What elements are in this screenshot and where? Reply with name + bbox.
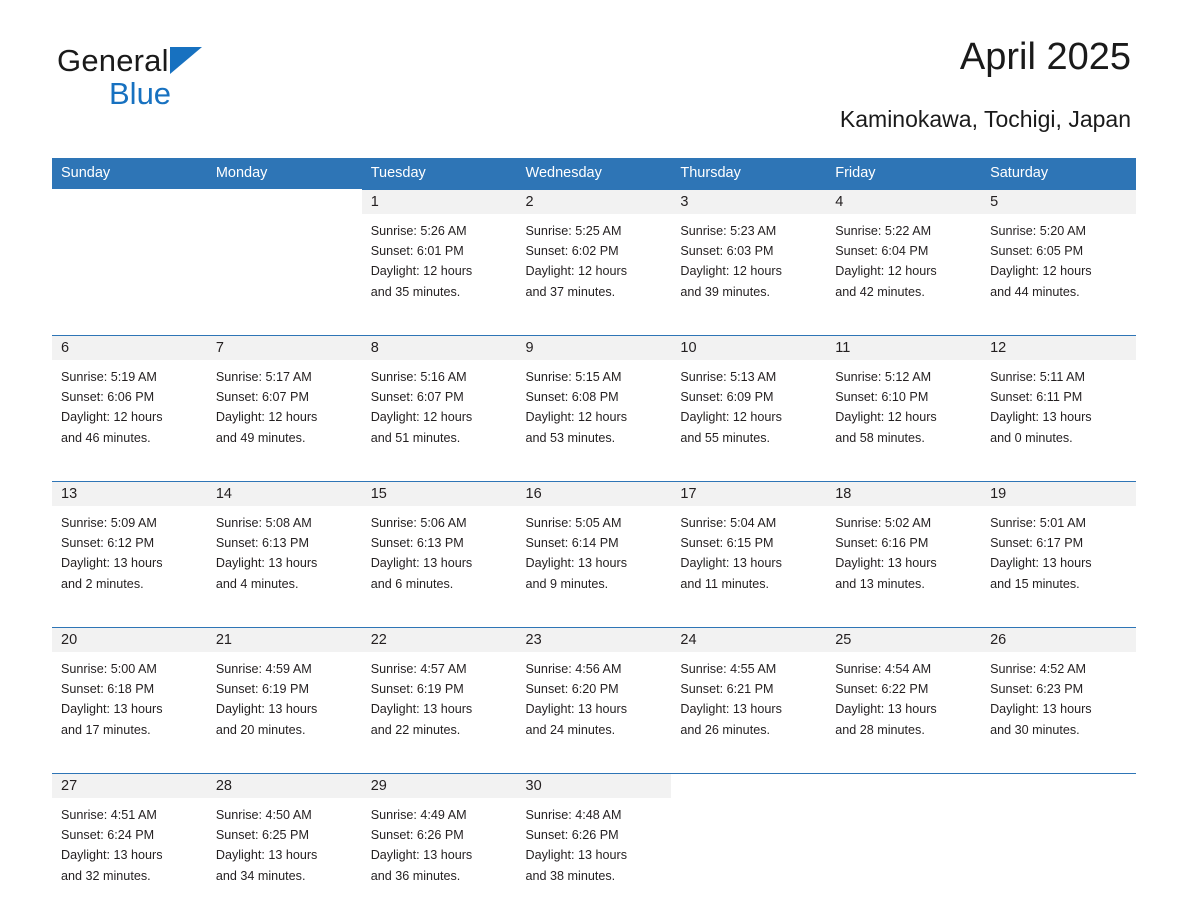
daylight-duration-cont: and 35 minutes.	[370, 284, 461, 299]
sunrise-sunset-calendar	[52, 158, 1136, 907]
day-sun-info	[517, 798, 672, 886]
day-cell-inner	[207, 627, 362, 761]
day-sun-info	[362, 652, 517, 740]
day-sun-info	[207, 360, 362, 448]
week-spacer-cell	[52, 761, 1136, 773]
sunrise-time: Sunrise: 4:56 AM	[525, 662, 622, 676]
sunrise-time: Sunrise: 5:15 AM	[525, 370, 622, 384]
weekday-header-row	[52, 158, 1136, 189]
day-number: 28	[207, 774, 362, 798]
sunrise-time: Sunrise: 4:55 AM	[680, 662, 777, 676]
day-number: 26	[981, 628, 1136, 652]
calendar-day-cell[interactable]	[517, 627, 672, 761]
day-cell-inner	[671, 773, 826, 907]
day-number: 25	[826, 628, 981, 652]
daylight-duration: Daylight: 13 hours	[215, 702, 318, 717]
daylight-duration: Daylight: 12 hours	[680, 410, 782, 425]
calendar-day-cell[interactable]	[362, 773, 517, 907]
day-cell-inner	[52, 627, 207, 761]
page-header	[52, 0, 1136, 132]
day-number: 19	[981, 482, 1136, 506]
sunset-time: Sunset: 6:19 PM	[370, 682, 464, 697]
day-number: 23	[517, 628, 672, 652]
calendar-day-cell[interactable]	[52, 773, 207, 907]
day-sun-info	[52, 652, 207, 740]
daylight-duration: Daylight: 13 hours	[680, 702, 782, 717]
day-cell-inner	[207, 773, 362, 907]
sunset-time: Sunset: 6:04 PM	[835, 244, 929, 259]
daylight-duration: Daylight: 13 hours	[61, 848, 163, 863]
sunset-time: Sunset: 6:11 PM	[990, 390, 1083, 405]
calendar-day-cell[interactable]	[671, 189, 826, 323]
day-sun-info	[362, 506, 517, 594]
calendar-week-row	[52, 335, 1136, 469]
calendar-empty-cell	[52, 189, 207, 323]
calendar-day-cell[interactable]	[362, 627, 517, 761]
day-cell-inner	[517, 335, 672, 469]
sunset-time: Sunset: 6:23 PM	[990, 682, 1084, 697]
sunset-time: Sunset: 6:15 PM	[680, 536, 774, 551]
calendar-body	[52, 189, 1136, 907]
day-number: 22	[362, 628, 517, 652]
logo-text-blue: Blue	[109, 76, 172, 111]
day-number: 6	[52, 336, 207, 360]
day-sun-info	[981, 506, 1136, 594]
day-sun-info	[362, 798, 517, 886]
week-spacer	[52, 469, 1136, 481]
sunrise-time: Sunrise: 4:54 AM	[835, 662, 932, 676]
day-number: 21	[207, 628, 362, 652]
day-number: 3	[671, 190, 826, 214]
day-number: 27	[52, 774, 207, 798]
day-cell-inner	[517, 773, 672, 907]
sunset-time: Sunset: 6:12 PM	[61, 536, 155, 551]
day-cell-inner	[671, 335, 826, 469]
day-cell-inner	[362, 335, 517, 469]
sunrise-time: Sunrise: 5:12 AM	[835, 370, 932, 384]
day-sun-info	[517, 214, 672, 302]
day-number: 9	[517, 336, 672, 360]
daylight-duration-cont: and 38 minutes.	[525, 868, 616, 883]
sunrise-time: Sunrise: 5:26 AM	[370, 224, 467, 238]
calendar-day-cell[interactable]	[981, 189, 1136, 323]
daylight-duration: Daylight: 13 hours	[215, 848, 318, 863]
sunrise-time: Sunrise: 5:00 AM	[61, 662, 157, 676]
daylight-duration-cont: and 55 minutes.	[680, 430, 770, 445]
day-number	[671, 774, 826, 798]
day-cell-inner	[671, 481, 826, 615]
daylight-duration-cont: and 15 minutes.	[990, 576, 1080, 591]
day-cell-inner	[671, 627, 826, 761]
day-number: 4	[826, 190, 981, 214]
sunrise-time: Sunrise: 5:25 AM	[525, 224, 622, 238]
daylight-duration-cont: and 28 minutes.	[835, 722, 925, 737]
day-sun-info	[362, 214, 517, 302]
day-sun-info	[826, 652, 981, 740]
logo-triangle-icon	[170, 47, 202, 74]
calendar-day-cell[interactable]	[517, 481, 672, 615]
sunrise-time: Sunrise: 4:49 AM	[370, 808, 467, 822]
calendar-empty-cell	[671, 773, 826, 907]
sunrise-time: Sunrise: 4:57 AM	[370, 662, 467, 676]
day-cell-inner	[826, 773, 981, 907]
sunrise-time: Sunrise: 5:19 AM	[61, 370, 157, 384]
day-number: 14	[207, 482, 362, 506]
weekday-header-monday: Monday	[207, 158, 362, 189]
calendar-day-cell[interactable]	[362, 335, 517, 469]
day-number: 5	[981, 190, 1136, 214]
day-cell-inner	[52, 189, 207, 323]
sunrise-time: Sunrise: 5:08 AM	[215, 516, 312, 530]
daylight-duration: Daylight: 13 hours	[990, 702, 1092, 717]
logo-top-row	[57, 45, 317, 76]
calendar-day-cell[interactable]	[362, 481, 517, 615]
calendar-day-cell[interactable]	[826, 481, 981, 615]
day-cell-inner	[517, 481, 672, 615]
calendar-day-cell[interactable]	[207, 481, 362, 615]
daylight-duration-cont: and 42 minutes.	[835, 284, 925, 299]
calendar-day-cell[interactable]	[52, 335, 207, 469]
sunset-time: Sunset: 6:13 PM	[370, 536, 464, 551]
page-title: April 2025	[959, 36, 1131, 78]
calendar-day-cell[interactable]	[517, 189, 672, 323]
sunrise-time: Sunrise: 5:02 AM	[835, 516, 932, 530]
day-number: 20	[52, 628, 207, 652]
daylight-duration: Daylight: 12 hours	[215, 410, 318, 425]
sunrise-time: Sunrise: 5:09 AM	[61, 516, 157, 530]
sunrise-time: Sunrise: 5:11 AM	[990, 370, 1086, 384]
day-cell-inner	[826, 189, 981, 323]
weekday-header-sunday: Sunday	[52, 158, 207, 189]
daylight-duration-cont: and 11 minutes.	[680, 576, 770, 591]
calendar-day-cell[interactable]	[826, 627, 981, 761]
calendar-empty-cell	[826, 773, 981, 907]
daylight-duration: Daylight: 13 hours	[835, 556, 937, 571]
calendar-week-row	[52, 189, 1136, 323]
day-cell-inner	[981, 773, 1136, 907]
week-spacer-cell	[52, 323, 1136, 335]
daylight-duration: Daylight: 13 hours	[990, 410, 1092, 425]
day-number: 16	[517, 482, 672, 506]
daylight-duration: Daylight: 13 hours	[370, 556, 473, 571]
daylight-duration-cont: and 44 minutes.	[990, 284, 1080, 299]
sunset-time: Sunset: 6:20 PM	[525, 682, 619, 697]
daylight-duration-cont: and 36 minutes.	[370, 868, 461, 883]
week-spacer	[52, 323, 1136, 335]
day-cell-inner	[207, 189, 362, 323]
calendar-day-cell[interactable]	[981, 481, 1136, 615]
day-cell-inner	[207, 335, 362, 469]
day-sun-info	[362, 360, 517, 448]
daylight-duration-cont: and 22 minutes.	[370, 722, 461, 737]
daylight-duration-cont: and 34 minutes.	[215, 868, 306, 883]
week-spacer	[52, 761, 1136, 773]
daylight-duration: Daylight: 13 hours	[525, 848, 628, 863]
sunrise-time: Sunrise: 4:50 AM	[215, 808, 312, 822]
day-cell-inner	[981, 189, 1136, 323]
day-number: 7	[207, 336, 362, 360]
daylight-duration-cont: and 49 minutes.	[215, 430, 306, 445]
calendar-week-row	[52, 627, 1136, 761]
day-cell-inner	[52, 481, 207, 615]
day-sun-info	[52, 798, 207, 886]
day-sun-info	[826, 214, 981, 302]
day-sun-info	[671, 506, 826, 594]
sunrise-time: Sunrise: 5:22 AM	[835, 224, 932, 238]
sunrise-time: Sunrise: 4:52 AM	[990, 662, 1086, 676]
daylight-duration: Daylight: 12 hours	[835, 264, 937, 279]
calendar-empty-cell	[981, 773, 1136, 907]
daylight-duration-cont: and 37 minutes.	[525, 284, 616, 299]
sunset-time: Sunset: 6:09 PM	[680, 390, 774, 405]
daylight-duration: Daylight: 13 hours	[525, 556, 628, 571]
day-sun-info	[981, 214, 1136, 302]
day-cell-inner	[671, 189, 826, 323]
day-number: 10	[671, 336, 826, 360]
daylight-duration: Daylight: 13 hours	[61, 702, 163, 717]
sunset-time: Sunset: 6:02 PM	[525, 244, 619, 259]
calendar-day-cell[interactable]	[671, 481, 826, 615]
day-sun-info	[517, 506, 672, 594]
day-number: 15	[362, 482, 517, 506]
sunset-time: Sunset: 6:05 PM	[990, 244, 1084, 259]
sunset-time: Sunset: 6:16 PM	[835, 536, 929, 551]
sunrise-time: Sunrise: 5:06 AM	[370, 516, 467, 530]
sunset-time: Sunset: 6:08 PM	[525, 390, 619, 405]
day-number: 18	[826, 482, 981, 506]
sunset-time: Sunset: 6:13 PM	[215, 536, 309, 551]
sunset-time: Sunset: 6:14 PM	[525, 536, 619, 551]
day-sun-info	[207, 506, 362, 594]
day-cell-inner	[826, 627, 981, 761]
week-spacer-cell	[52, 469, 1136, 481]
day-cell-inner	[52, 773, 207, 907]
page-subtitle-location: Kaminokawa, Tochigi, Japan	[839, 106, 1131, 132]
day-sun-info	[52, 360, 207, 448]
sunrise-time: Sunrise: 4:48 AM	[525, 808, 622, 822]
day-cell-inner	[517, 189, 672, 323]
weekday-header-tuesday: Tuesday	[362, 158, 517, 189]
day-cell-inner	[981, 627, 1136, 761]
day-number	[207, 189, 362, 213]
daylight-duration: Daylight: 13 hours	[680, 556, 782, 571]
daylight-duration-cont: and 17 minutes.	[61, 722, 151, 737]
weekday-header-saturday: Saturday	[981, 158, 1136, 189]
daylight-duration-cont: and 26 minutes.	[680, 722, 770, 737]
daylight-duration-cont: and 46 minutes.	[61, 430, 151, 445]
calendar-week-row	[52, 481, 1136, 615]
day-number: 11	[826, 336, 981, 360]
calendar-day-cell[interactable]	[207, 335, 362, 469]
sunrise-time: Sunrise: 5:16 AM	[370, 370, 467, 384]
day-number: 24	[671, 628, 826, 652]
daylight-duration-cont: and 0 minutes.	[990, 430, 1073, 445]
sunset-time: Sunset: 6:17 PM	[990, 536, 1084, 551]
sunset-time: Sunset: 6:26 PM	[370, 828, 464, 843]
day-sun-info	[517, 360, 672, 448]
daylight-duration-cont: and 58 minutes.	[835, 430, 925, 445]
calendar-day-cell[interactable]	[207, 773, 362, 907]
calendar-day-cell[interactable]	[671, 335, 826, 469]
sunrise-time: Sunrise: 5:01 AM	[990, 516, 1086, 530]
day-cell-inner	[207, 481, 362, 615]
day-sun-info	[981, 652, 1136, 740]
daylight-duration-cont: and 24 minutes.	[525, 722, 616, 737]
calendar-week-row	[52, 773, 1136, 907]
sunrise-time: Sunrise: 5:04 AM	[680, 516, 777, 530]
daylight-duration-cont: and 9 minutes.	[525, 576, 609, 591]
sunset-time: Sunset: 6:07 PM	[215, 390, 309, 405]
sunset-time: Sunset: 6:24 PM	[61, 828, 155, 843]
daylight-duration: Daylight: 13 hours	[835, 702, 937, 717]
day-cell-inner	[362, 627, 517, 761]
day-cell-inner	[517, 627, 672, 761]
day-number: 30	[517, 774, 672, 798]
daylight-duration-cont: and 32 minutes.	[61, 868, 151, 883]
calendar-day-cell[interactable]	[981, 627, 1136, 761]
week-spacer-cell	[52, 615, 1136, 627]
daylight-duration: Daylight: 13 hours	[370, 702, 473, 717]
daylight-duration: Daylight: 12 hours	[370, 410, 473, 425]
day-sun-info	[981, 360, 1136, 448]
daylight-duration: Daylight: 13 hours	[525, 702, 628, 717]
day-sun-info	[52, 506, 207, 594]
daylight-duration-cont: and 13 minutes.	[835, 576, 925, 591]
daylight-duration-cont: and 53 minutes.	[525, 430, 616, 445]
day-sun-info	[826, 360, 981, 448]
day-cell-inner	[826, 481, 981, 615]
sunset-time: Sunset: 6:03 PM	[680, 244, 774, 259]
calendar-day-cell[interactable]	[671, 627, 826, 761]
day-sun-info	[207, 798, 362, 886]
day-cell-inner	[362, 481, 517, 615]
week-spacer	[52, 615, 1136, 627]
sunset-time: Sunset: 6:21 PM	[680, 682, 774, 697]
calendar-day-cell[interactable]	[362, 189, 517, 323]
daylight-duration: Daylight: 12 hours	[835, 410, 937, 425]
day-cell-inner	[826, 335, 981, 469]
sunrise-time: Sunrise: 4:59 AM	[215, 662, 312, 676]
day-number	[52, 189, 207, 213]
day-number: 29	[362, 774, 517, 798]
calendar-day-cell[interactable]	[826, 189, 981, 323]
daylight-duration: Daylight: 13 hours	[990, 556, 1092, 571]
day-sun-info	[671, 214, 826, 302]
sunrise-time: Sunrise: 5:20 AM	[990, 224, 1086, 238]
sunset-time: Sunset: 6:22 PM	[835, 682, 929, 697]
day-sun-info	[671, 652, 826, 740]
daylight-duration: Daylight: 13 hours	[61, 556, 163, 571]
weekday-header-friday: Friday	[826, 158, 981, 189]
daylight-duration: Daylight: 12 hours	[680, 264, 782, 279]
daylight-duration-cont: and 30 minutes.	[990, 722, 1080, 737]
daylight-duration-cont: and 6 minutes.	[370, 576, 454, 591]
sunset-time: Sunset: 6:18 PM	[61, 682, 155, 697]
sunset-time: Sunset: 6:26 PM	[525, 828, 619, 843]
day-number	[981, 774, 1136, 798]
sunset-time: Sunset: 6:25 PM	[215, 828, 309, 843]
calendar-empty-cell	[207, 189, 362, 323]
daylight-duration: Daylight: 12 hours	[525, 410, 628, 425]
calendar-day-cell[interactable]	[517, 335, 672, 469]
sunset-time: Sunset: 6:01 PM	[370, 244, 464, 259]
daylight-duration: Daylight: 13 hours	[370, 848, 473, 863]
sunset-time: Sunset: 6:06 PM	[61, 390, 155, 405]
day-cell-inner	[362, 189, 517, 323]
day-number: 12	[981, 336, 1136, 360]
sunrise-time: Sunrise: 5:17 AM	[215, 370, 312, 384]
daylight-duration: Daylight: 12 hours	[525, 264, 628, 279]
daylight-duration-cont: and 2 minutes.	[61, 576, 144, 591]
daylight-duration-cont: and 39 minutes.	[680, 284, 770, 299]
day-sun-info	[517, 652, 672, 740]
calendar-day-cell[interactable]	[826, 335, 981, 469]
daylight-duration-cont: and 4 minutes.	[215, 576, 299, 591]
day-cell-inner	[52, 335, 207, 469]
daylight-duration: Daylight: 12 hours	[61, 410, 163, 425]
general-blue-logo	[57, 43, 317, 111]
day-cell-inner	[981, 481, 1136, 615]
day-number: 17	[671, 482, 826, 506]
calendar-day-cell[interactable]	[517, 773, 672, 907]
daylight-duration-cont: and 20 minutes.	[215, 722, 306, 737]
day-cell-inner	[362, 773, 517, 907]
day-sun-info	[671, 360, 826, 448]
day-cell-inner	[981, 335, 1136, 469]
sunrise-time: Sunrise: 5:13 AM	[680, 370, 777, 384]
daylight-duration: Daylight: 13 hours	[215, 556, 318, 571]
day-sun-info	[826, 506, 981, 594]
sunrise-time: Sunrise: 5:05 AM	[525, 516, 622, 530]
sunset-time: Sunset: 6:10 PM	[835, 390, 929, 405]
sunset-time: Sunset: 6:19 PM	[215, 682, 309, 697]
day-number: 2	[517, 190, 672, 214]
sunrise-time: Sunrise: 4:51 AM	[61, 808, 157, 822]
calendar-day-cell[interactable]	[52, 481, 207, 615]
day-sun-info	[207, 652, 362, 740]
day-number: 1	[362, 190, 517, 214]
logo-text-general: General	[57, 43, 169, 78]
sunrise-time: Sunrise: 5:23 AM	[680, 224, 777, 238]
day-number	[826, 774, 981, 798]
weekday-header-wednesday: Wednesday	[517, 158, 672, 189]
calendar-day-cell[interactable]	[981, 335, 1136, 469]
daylight-duration: Daylight: 12 hours	[370, 264, 473, 279]
sunset-time: Sunset: 6:07 PM	[370, 390, 464, 405]
weekday-header-thursday: Thursday	[671, 158, 826, 189]
daylight-duration-cont: and 51 minutes.	[370, 430, 461, 445]
calendar-day-cell[interactable]	[207, 627, 362, 761]
daylight-duration: Daylight: 12 hours	[990, 264, 1092, 279]
day-number: 13	[52, 482, 207, 506]
calendar-day-cell[interactable]	[52, 627, 207, 761]
day-number: 8	[362, 336, 517, 360]
